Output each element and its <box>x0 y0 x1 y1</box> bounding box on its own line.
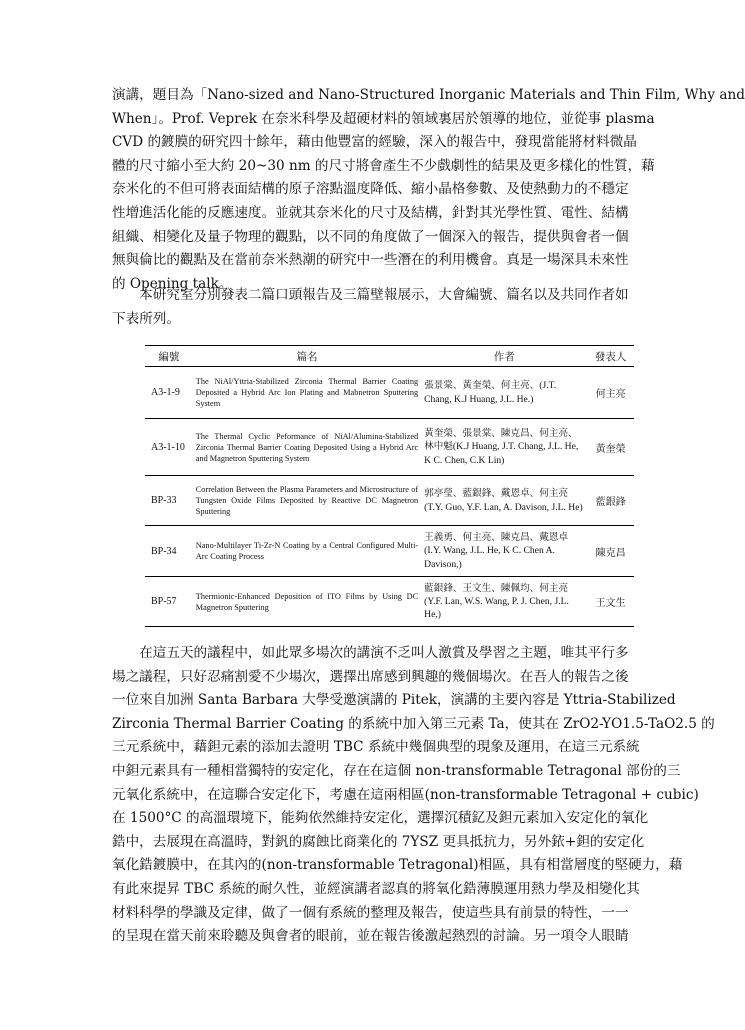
text-line: 的呈現在當天前來聆聽及與會者的眼前，並在報告後激起熱烈的討論。另一項令人眼睛 <box>112 928 629 945</box>
text-line: 中鉭元素具有一種相當獨特的安定化，存在在這個 non-transformable Tetragonal 部份的三 <box>112 762 681 779</box>
header-presenter: 發表人 <box>587 346 634 367</box>
text-line: 有此來提昇 TBC 系統的耐久性，並經演講者認真的將氧化鋯薄膜運用熱力學及相變化其 <box>112 880 640 897</box>
paper-title: The NiAl/Yttria-Stabilized Zirconia Thermal Barrier Coating Deposited a Hybrid Arc Ion Plating and Mabnetron Sputtering System <box>193 367 421 419</box>
paper-presenter: 陳克昌 <box>587 526 634 577</box>
text-line: 氧化鋯鍍膜中，在其內的(non-transformable Tetragonal)相區，具有相當層度的堅硬力，藉 <box>112 857 683 874</box>
text-line: 性增進活化能的反應速度。並就其奈米化的尺寸及結構，針對其光學性質、電性、結構 <box>112 204 629 221</box>
text-line: 無與倫比的觀點及在當前奈米熱潮的研究中一些潛在的利用機會。真是一場深具未來性 <box>112 252 629 269</box>
paragraph-lab-presentations <box>112 284 672 331</box>
paper-number: A3-1-10 <box>145 419 193 476</box>
table-row <box>145 367 634 419</box>
paper-authors: 王義勇、何主亮、陳克昌、戴恩卓(I.Y. Wang, J.L. He, K C. Chen A. Davison,) <box>421 526 587 577</box>
paper-authors: 郭亭瑩、藍銀鋒、戴恩卓、何主亮(T.Y. Guo, Y.F. Lan, A. Davison, J.L. He) <box>421 476 587 526</box>
table-row <box>145 577 634 627</box>
table-row <box>145 419 634 476</box>
paper-presenter: 王文生 <box>587 577 634 627</box>
header-title: 篇名 <box>193 346 421 367</box>
text-line: 奈米化的不但可將表面結構的原子溶點溫度降低、縮小晶格參數、及使熱動力的不穩定 <box>112 181 629 198</box>
paper-number: A3-1-9 <box>145 367 193 419</box>
text-line: Zirconia Thermal Barrier Coating 的系統中加入第三元素 Ta，使其在 ZrO2-YO1.5-TaO2.5 的 <box>112 715 715 732</box>
paper-authors: 黃奎榮、張景棠、陳克昌、何主亮、林中魁(K.J Huang, J.T. Chang, J.L. He, K C. Chen, C.K Lin) <box>421 419 587 476</box>
text-line: 體的尺寸縮小至大約 20~30 nm 的尺寸將會產生不少戲劇性的結果及更多樣化的性質，藉 <box>112 157 655 174</box>
text-line: 演講，題目為「Nano-sized and Nano-Structured Inorganic Materials and Thin Film, Why and <box>112 87 745 103</box>
paper-presenter: 藍銀鋒 <box>587 476 634 526</box>
text-line: CVD 的鍍膜的研究四十餘年，藉由他豐富的經驗，深入的報告中，發現當能將材料微晶 <box>112 134 637 151</box>
paper-presenter: 何主亮 <box>587 367 634 419</box>
text-line: 場之議程，只好忍痛割愛不少場次，選擇出席感到興趣的幾個場次。在吾人的報告之後 <box>112 668 629 685</box>
papers-table <box>145 345 634 627</box>
header-number: 編號 <box>145 346 193 367</box>
text-line: 下表所列。 <box>112 310 180 327</box>
paragraph-conference-sessions <box>112 642 715 949</box>
text-line: 一位來自加洲 Santa Barbara 大學受邀演講的 Pitek，演講的主要內容是 Yttria-Stabilized <box>112 692 676 709</box>
text-line: 的 Opening talk。 <box>112 275 233 292</box>
table-row <box>145 526 634 577</box>
paper-number: BP-34 <box>145 526 193 577</box>
paper-title: Nano-Multilayer Ti-Zr-N Coating by a Central Configured Multi-Arc Coating Process <box>193 526 421 577</box>
text-line: 材料科學的學識及定律，做了一個有系統的整理及報告，使這些具有前景的特性，一一 <box>112 904 629 921</box>
text-line: 鋯中，去展現在高溫時，對釩的腐蝕比商業化的 7YSZ 更具抵抗力，另外銥+鉭的安定化 <box>112 833 645 850</box>
table-row <box>145 476 634 526</box>
paragraph-opening-talk <box>112 84 745 296</box>
text-line: 本研究室分別發表二篇口頭報告及三篇壁報展示，大會編號、篇名以及共同作者如 <box>112 287 629 303</box>
paper-title: Thermionic-Enhanced Deposition of ITO Films by Using DC Magnetron Sputtering <box>193 577 421 627</box>
paper-presenter: 黃奎榮 <box>587 419 634 476</box>
paper-number: BP-33 <box>145 476 193 526</box>
paper-title: The Thermal Cyclic Peformance of NiAl/Alumina-Stabilized Zirconia Thermal Barrier Coating Deposited Using a Hybrid Arc and Magnetron Sputtering System <box>193 419 421 476</box>
text-line: When」。Prof. Veprek 在奈米科學及超硬材料的領域裏居於領導的地位，並從事 plasma <box>112 110 655 127</box>
paper-authors: 藍銀鋒、王文生、陳佩均、何主亮(Y.F. Lan, W.S. Wang, P. J. Chen, J.L. He,) <box>421 577 587 627</box>
text-line: 組織、相變化及量子物理的觀點，以不同的角度做了一個深入的報告，提供與會者一個 <box>112 228 629 245</box>
text-line: 在這五天的議程中，如此眾多場次的講演不乏叫人激賞及學習之主題，唯其平行多 <box>112 645 629 661</box>
header-authors: 作者 <box>421 346 587 367</box>
paper-authors: 張景棠、黃奎榮、何主亮、(J.T. Chang, K.J Huang, J.L. He.) <box>421 367 587 419</box>
table-header-row <box>145 346 634 367</box>
text-line: 在 1500°C 的高溫環境下，能夠依然維持安定化，選擇沉積釔及鉭元素加入安定化的氧化 <box>112 810 649 827</box>
paper-number: BP-57 <box>145 577 193 627</box>
text-line: 三元系統中，藉鉭元素的添加去證明 TBC 系統中幾個典型的現象及運用，在這三元系統 <box>112 739 640 756</box>
paper-title: Correlation Between the Plasma Parameters and Microstructure of Tungsten Oxide Films Deposited by Reactive DC Magnetron Sputtering <box>193 476 421 526</box>
text-line: 元氧化系統中，在這聯合安定化下，考慮在這兩相區(non-transformable Tetragonal + cubic) <box>112 786 699 803</box>
